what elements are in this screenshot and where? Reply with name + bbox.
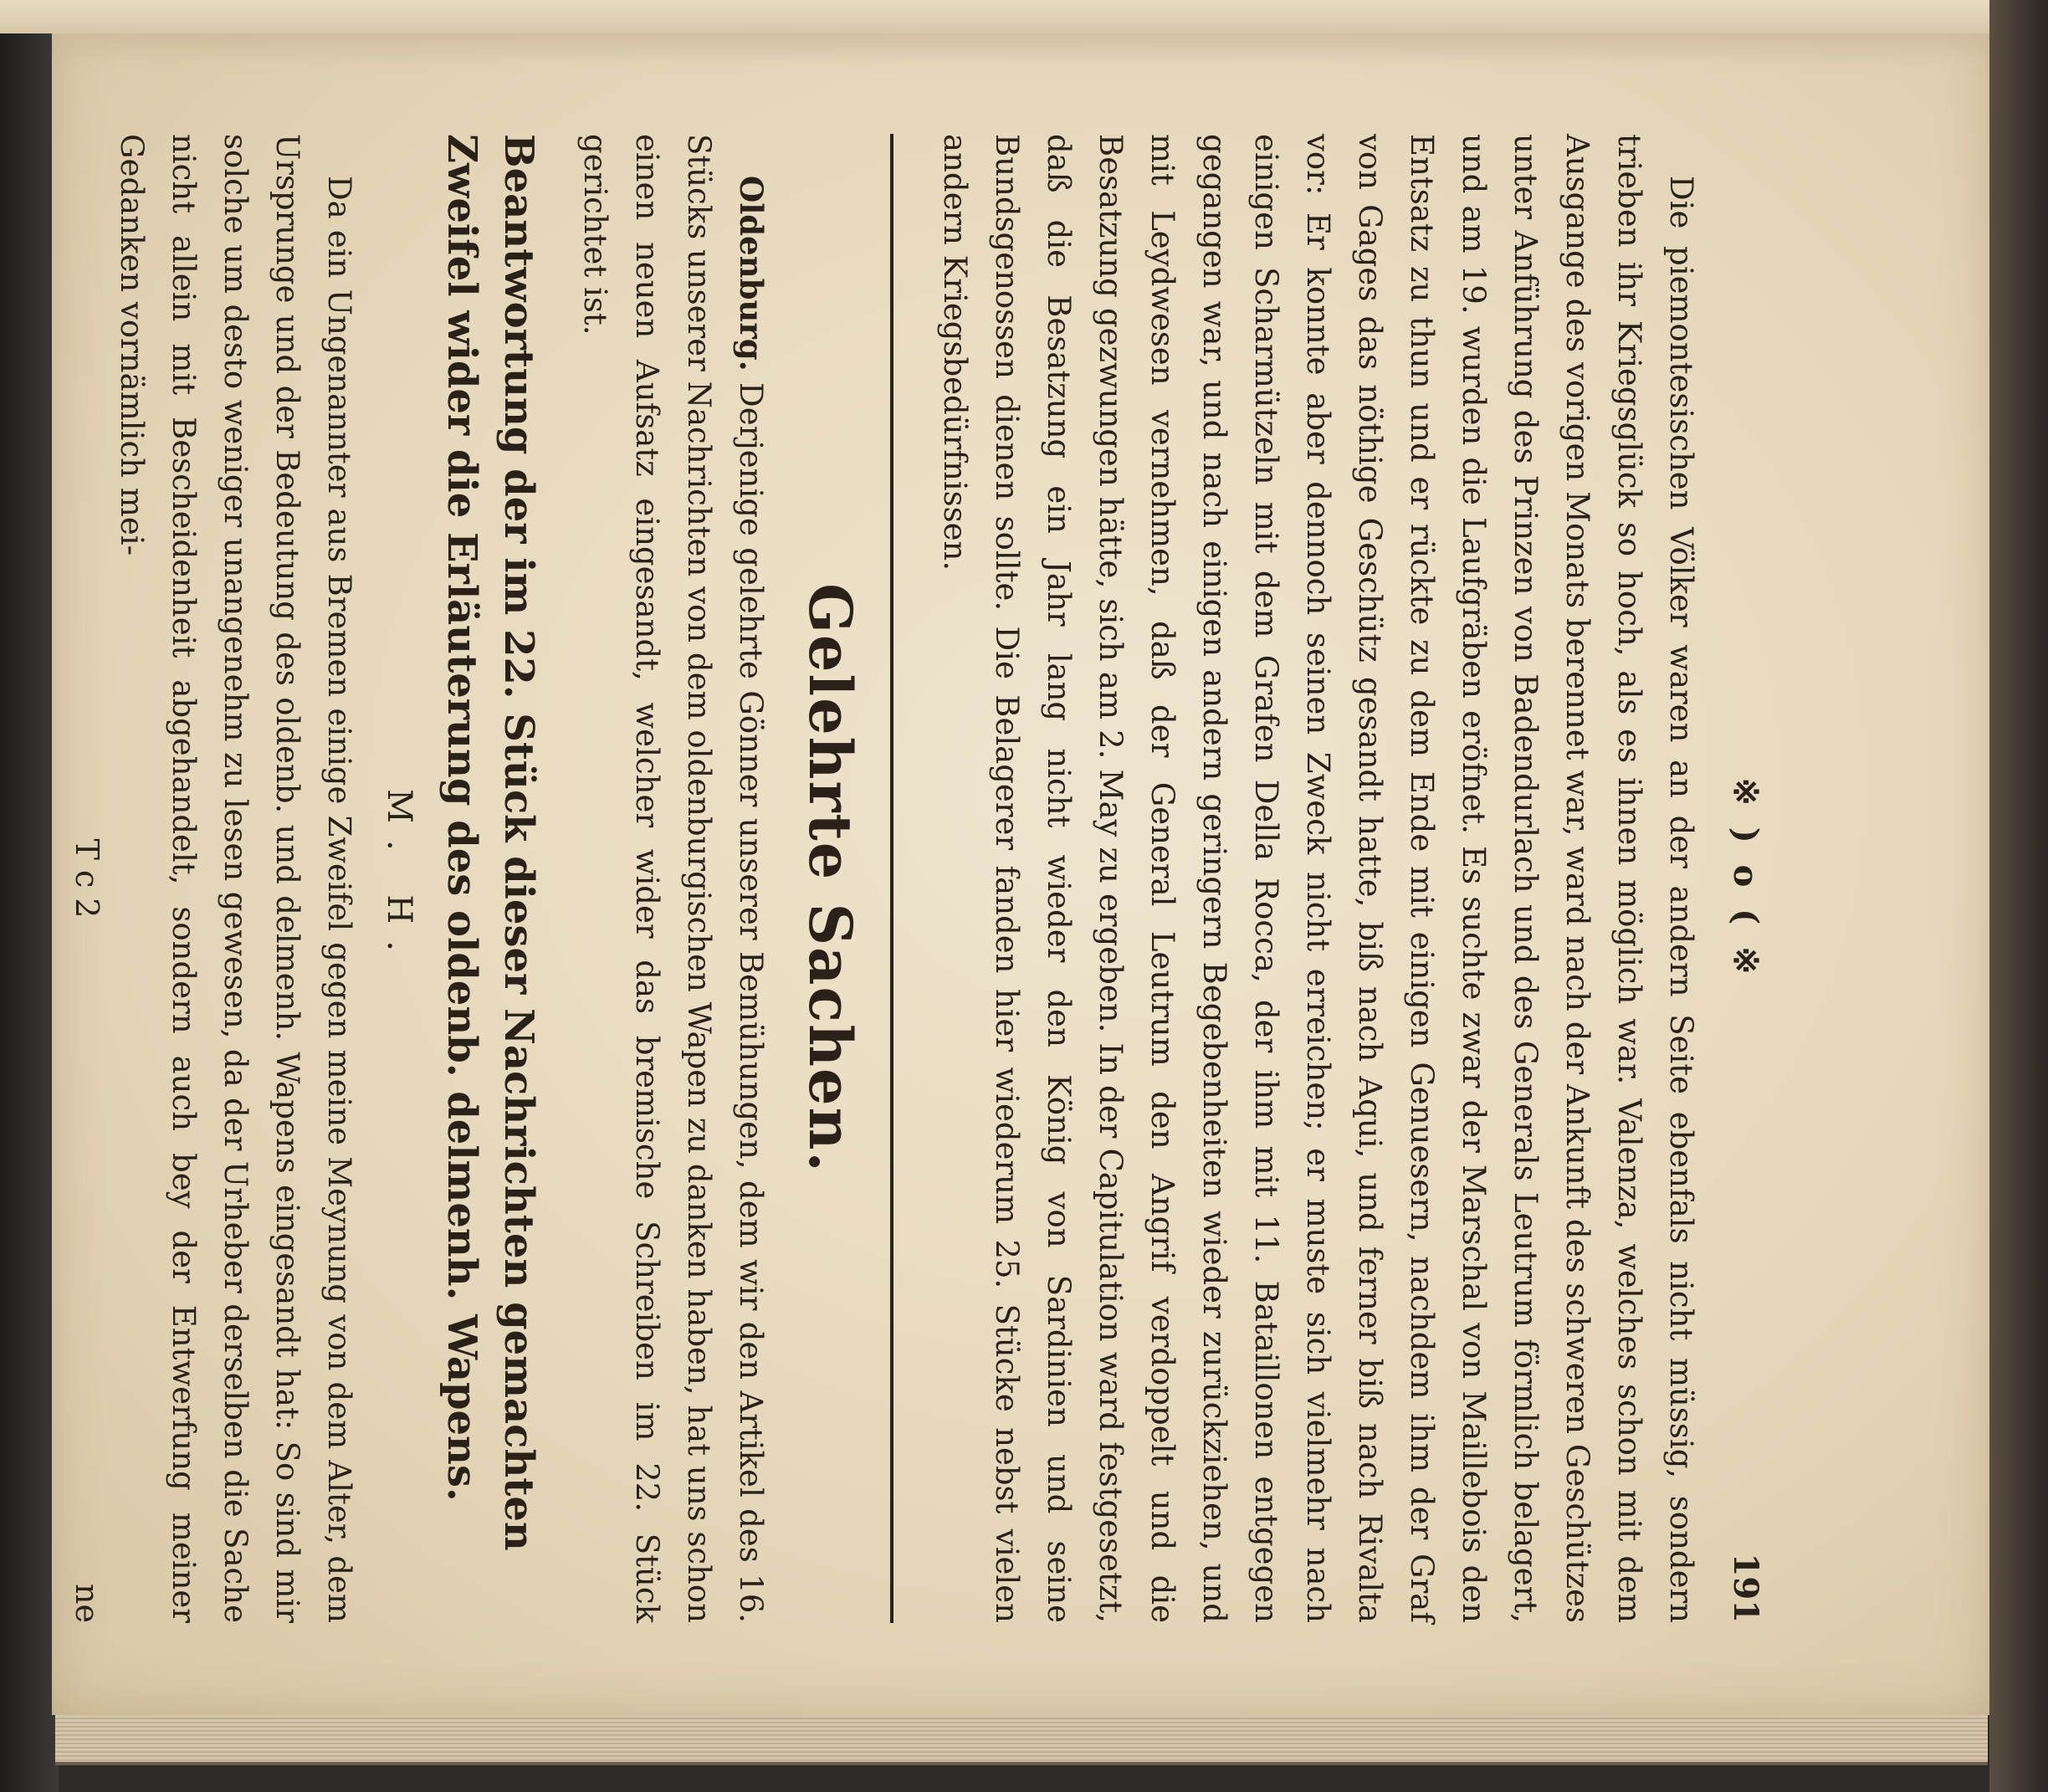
catchword: ne (69, 1584, 105, 1623)
book-binding (1989, 0, 2048, 1792)
oldenburg-text: Derjenige gelehrte Gönner unserer Bemühungen, dem wir den Artikel des 16. Stücks unserer Nachrichten von dem oldenburgischen Wapen zu danken haben, hat uns schon einen neuen Aufsatz eingesandt, welcher wider das bremische Schreiben im 22. Stück gerichtet ist. (577, 134, 769, 1623)
rotated-text-block (69, 84, 1799, 1690)
news-paragraph-piemont: Die piemontesischen Völker waren an der andern Seite ebenfals nicht müssig, sondern trieben ihr Kriegsglück so hoch, als es ihnen möglich war. Valenza, welches schon mit dem Ausgange des vorigen Monats berennet war, ward nach der Ankunft des schweren Geschützes unter Anführung des Prinzen von Badendurlach und des Generals Leutrum förmlich belagert, und am 19. wurden die Laufgräben eröfnet. Es suchte zwar der Marschal von Maillebois den Entsatz zu thun und er rückte zu dem Ende mit einigen Genuesern, nachdem ihm der Graf von Gages das nöthige Geschütz gesandt hatte, biß nach Aqui, und ferner biß nach Rivalta vor: Er konnte aber dennoch seinen Zweck nicht erreichen; er muste sich vielmehr nach einigen Scharmützeln mit dem Grafen Della Rocca, der ihm mit 11. Bataillonen entgegen gegangen war, und nach einigen andern geringern Begebenheiten wieder zurückziehen, und mit Leydwesen vernehmen, daß der General Leutrum den Angrif verdoppelt und die Besatzung gezwungen hätte, sich am 2. May zu ergeben. In der Capitulation ward festgesetzt, daß die Besatzung ein Jahr lang nicht wieder den König von Sardinien und seine Bundsgenossen dienen sollte. Die Belagerer fanden hier wiederum 25. Stücke nebst vielen andern Kriegsbedürfnissen. (937, 134, 1699, 1623)
running-head (1707, 134, 1765, 1623)
section-divider (890, 134, 893, 1623)
oldenburg-paragraph (569, 134, 777, 1623)
text-column (55, 134, 1765, 1623)
adjacent-page-edge (0, 0, 2048, 33)
page-footer (55, 134, 105, 1623)
signature-mark: T c 2 (69, 838, 105, 919)
oldenburg-lead: Oldenburg. (733, 176, 770, 371)
page-number: 191 (1726, 1553, 1765, 1623)
page-stack-edges (55, 1707, 1988, 1765)
section-title: Gelehrte Sachen. (796, 583, 865, 1174)
reply-paragraph: Da ein Ungenannter aus Bremen einige Zweifel gegen meine Meynung von dem Alter, dem Ursprunge und der Bedeutung des oldenb. und delmenh. Wapens eingesandt hat: So sind mir solche um desto weniger unangenehm zu lesen gewesen, da der Urheber derselben die Sache nicht allein mit Bescheidenheit abgehandelt, sondern auch bey der Entwerfung meiner Gedanken vornämlich mei- (114, 134, 357, 1623)
author-initials: M. H. (380, 789, 418, 968)
left-shadow (0, 33, 59, 1792)
reply-heading: Beantwortung der im 22. Stück dieser Nachrichten gemachten Zweifel wider die Erläuterung des oldenb. delmenh. Wapens. (438, 134, 542, 1551)
running-head-ornament: ※ ) o ( ※ (1726, 777, 1765, 980)
